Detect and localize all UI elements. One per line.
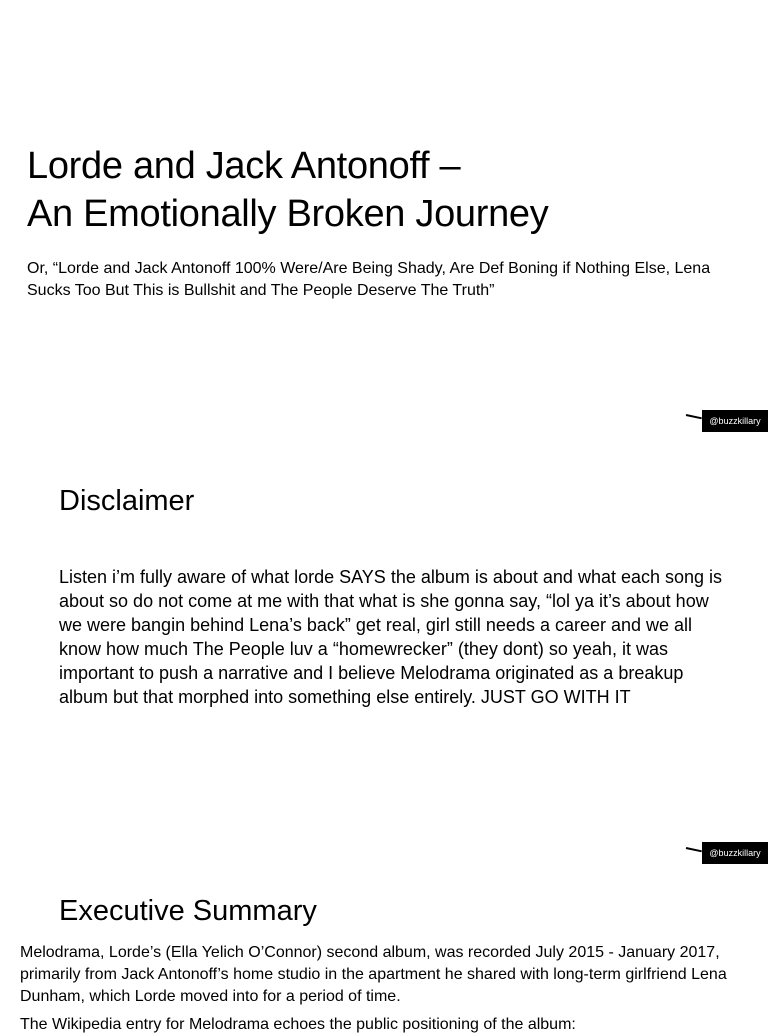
disclaimer-heading: Disclaimer [59, 485, 195, 517]
title-line-1: Lorde and Jack Antonoff – [27, 145, 461, 187]
executive-summary-heading: Executive Summary [59, 895, 317, 927]
slide-disclaimer [0, 432, 768, 864]
title-line-2: An Emotionally Broken Journey [27, 193, 549, 235]
slide-executive-summary [0, 864, 768, 1033]
document-title [27, 142, 747, 238]
executive-summary-body: Melodrama, Lorde’s (Ella Yelich O’Connor) second album, was recorded July 2015 - January 2017, primarily from Jack Antonoff’s home studio in the apartment he shared with long-term girlfriend Lena Dunham, which Lorde moved into for a period of time. [20, 944, 727, 1005]
handle-pointer [686, 414, 702, 419]
handle-pointer [686, 847, 702, 852]
author-handle-tag: @buzzkillary [702, 842, 768, 864]
slide-title [0, 0, 768, 432]
disclaimer-body: Listen i’m fully aware of what lorde SAYS the album is about and what each song is about so do not come at me with that what is she gonna say, “lol ya it’s about how we were bangin behind Lena’s back” get real, girl still needs a career and we all know how much The People luv a “homewrecker” (they dont) so yeah, it was important to push a narrative and I believe Melodrama originated as a breakup album but that morphed into something else entirely. JUST GO WITH IT [59, 567, 723, 707]
executive-summary-continued: The Wikipedia entry for Melodrama echoes the public positioning of the album: [20, 1016, 576, 1033]
author-handle-tag: @buzzkillary [702, 410, 768, 432]
document-subtitle: Or, “Lorde and Jack Antonoff 100% Were/Are Being Shady, Are Def Boning if Nothing Else, Lena Sucks Too But This is Bullshit and The People Deserve The Truth” [27, 260, 711, 299]
